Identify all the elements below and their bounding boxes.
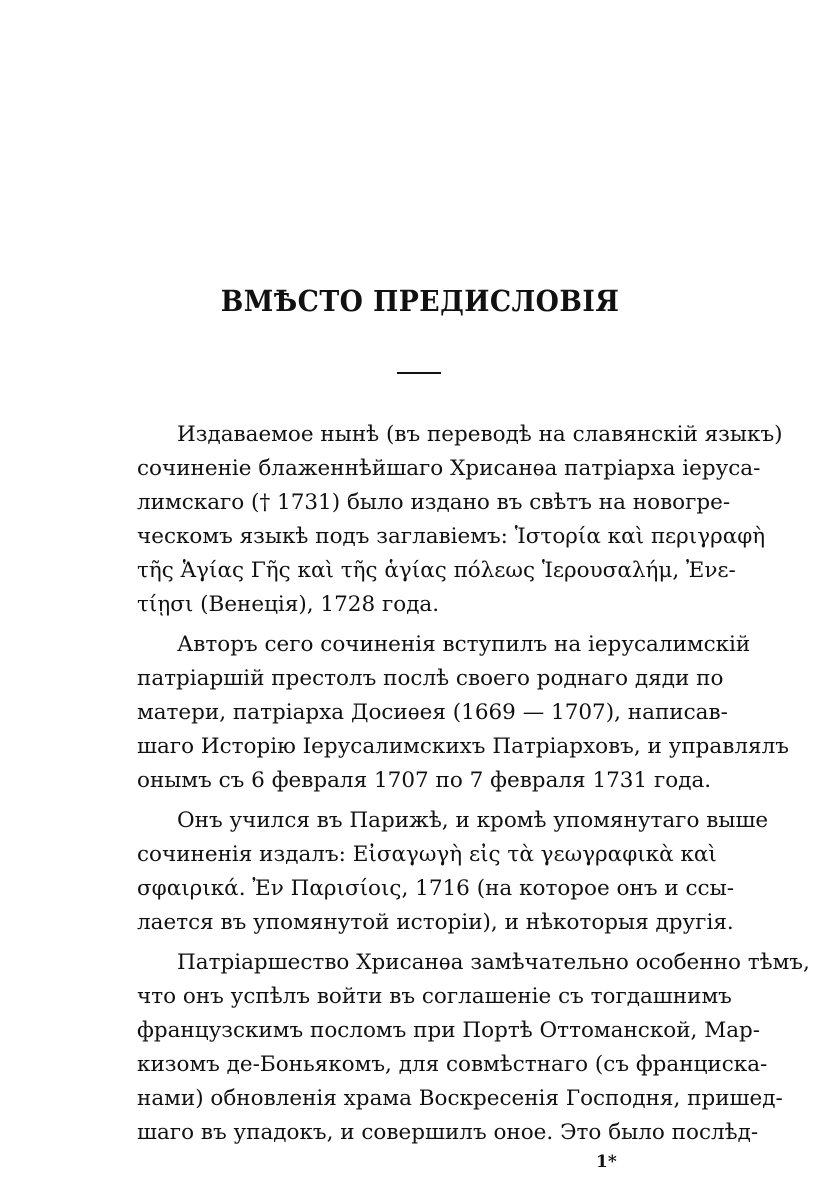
text-line: σφαιρικά. Ἐν Παρισίοις, 1716 (на которое онъ и ссы- [137,876,734,901]
text-line: нами) обновленія храма Воскресенія Господня, пришед- [137,1086,783,1111]
text-line: ческомъ языкѣ подъ заглавіемъ: Ἱστορία καὶ περιγραφὴ [137,524,766,549]
text-line: Издаваемое нынѣ (въ переводѣ на славянскій языкъ) [177,422,783,447]
text-line: τίῃσι (Венеція), 1728 года. [137,592,440,617]
text-line: лается въ упомянутой исторіи), и нѣкоторыя другія. [137,910,734,935]
text-line: Патріаршество Хрисанѳа замѣчательно особенно тѣмъ, [177,950,810,975]
text-line: шаго въ упадокъ, и совершилъ оное. Это было послѣд- [137,1120,759,1145]
signature-mark: 1* [596,1152,617,1172]
text-line: τῆς Ἁγίας Γῆς καὶ τῆς ἁγίας πόλεως Ἱερουσαλήμ, Ἐνε- [137,558,736,583]
text-line: матери, патріарха Досиѳея (1669 — 1707), написав- [137,700,728,725]
text-line: кизомъ де-Боньякомъ, для совмѣстнаго (съ франциска- [137,1052,768,1077]
text-line: сочиненія издалъ: Εἰσαγωγὴ εἰς τὰ γεωγραφικὰ καὶ [137,842,717,867]
text-line: сочиненіе блаженнѣйшаго Хрисанѳа патріарха іеруса- [137,456,761,481]
text-line: патріаршій престолъ послѣ своего роднаго дяди по [137,666,724,691]
title-divider [397,372,441,374]
text-line: Авторъ сего сочиненія вступилъ на іерусалимскій [177,632,751,657]
text-line: лимскаго († 1731) было издано въ свѣтъ на новогре- [137,490,731,515]
text-line: Онъ учился въ Парижѣ, и кромѣ упомянутаго выше [177,808,769,833]
text-line: что онъ успѣлъ войти въ соглашеніе съ тогдашнимъ [137,984,732,1009]
text-line: французскимъ посломъ при Портѣ Оттоманской, Мар- [137,1018,761,1043]
page-title: ВМѢСТО ПРЕДИСЛОВІЯ [220,284,620,318]
text-line: шаго Исторію Іерусалимскихъ Патріарховъ, и управлялъ [137,734,789,759]
text-line: онымъ съ 6 февраля 1707 по 7 февраля 1731 года. [137,768,712,793]
